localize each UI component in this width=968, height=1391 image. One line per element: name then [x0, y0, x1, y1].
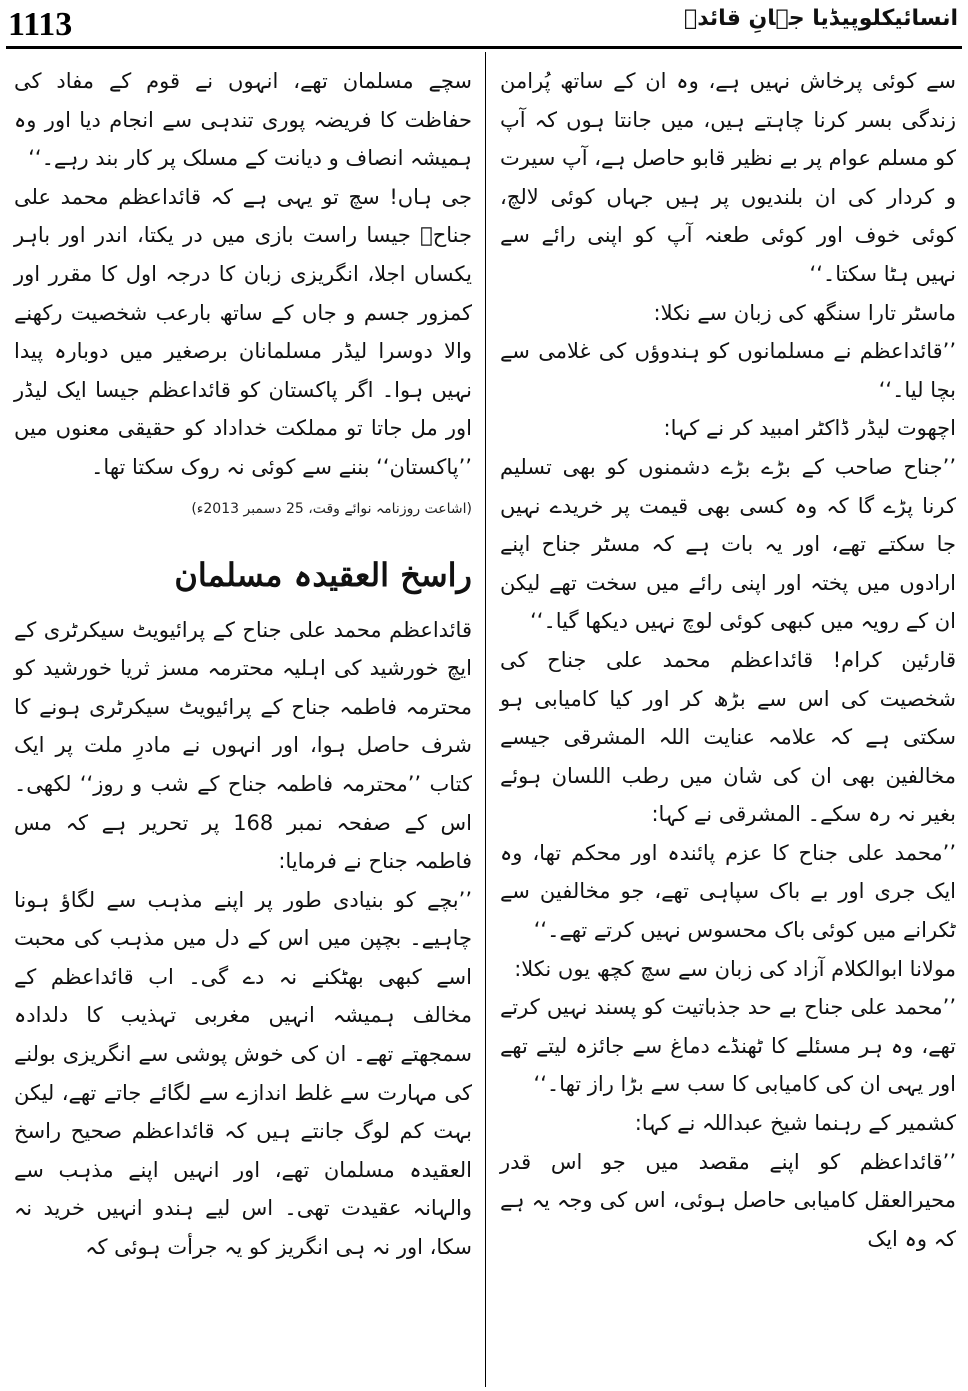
quote: ’’محمد علی جناح بے حد جذباتیت کو پسند نہیں کرتے تھے، وہ ہر مسئلے کا ٹھنڈے دماغ سے جائزہ لیتے تھے اور یہی ان کی کامیابی کا سب سے بڑا راز تھا۔‘‘ [500, 995, 956, 1097]
quote-intro: کشمیر کے رہنما شیخ عبداللہ نے کہا: [634, 1111, 956, 1136]
paragraph: قائداعظم محمد علی جناح کے پرائیویٹ سیکرٹری کے ایچ خورشید کی اہلیہ محترمہ مسز ثریا خورشید کو محترمہ فاطمہ جناح کے پرائیویٹ سیکرٹری ہونے کا شرف حاصل ہوا، اور انہوں نے مادرِ ملت پر ایک کتاب ’’محترمہ فاطمہ جناح کے شب و روز‘‘ لکھی۔ اس کے صفحہ نمبر 168 پر تحریر ہے کہ مس فاطمہ جناح نے فرمایا: [14, 617, 472, 874]
running-title: انسائیکلوپیڈیا جہانِ قائدؒ [684, 6, 958, 31]
quote: ’’قائداعظم کو اپنے مقصد میں جو اس قدر محیرالعقل کامیابی حاصل ہوئی، اس کی وجہ یہ ہے کہ وہ ایک [500, 1149, 956, 1251]
paragraph: سے کوئی پرخاش نہیں ہے، وہ ان کے ساتھ پُرامن زندگی بسر کرنا چاہتے ہیں، میں جانتا ہوں کہ آپ کو مسلم عوام پر بے نظیر قابو حاصل ہے، آپ سیرت و کردار کی ان بلندیوں پر ہیں جہاں کوئی لالچ، کوئی خوف اور کوئی طعنہ آپ کو اپنی رائے سے نہیں ہٹا سکتا۔‘‘ [500, 69, 956, 286]
quote: ’’محمد علی جناح کا عزم پائندہ اور محکم تھا، وہ ایک جری اور بے باک سپاہی تھے، جو مخالفین سے ٹکرانے میں کوئی باک محسوس نہیں کرتے تھے۔‘‘ [500, 840, 956, 943]
column-divider [485, 52, 486, 1387]
paragraph: سچے مسلمان تھے، انہوں نے قوم کے مفاد کی حفاظت کا فریضہ پوری تندہی سے انجام دیا اور وہ ہمیشہ انصاف و دیانت کے مسلک پر کار بند رہے۔‘‘ [14, 69, 472, 171]
right-column [500, 62, 956, 1258]
paragraph: قارئین کرام! قائداعظم محمد علی جناح کی شخصیت کی اس سے بڑھ کر اور کیا کامیابی ہو سکتی ہے کہ علامہ عنایت اللہ المشرقی جیسے مخالفین بھی ان کی شان میں رطب اللسان ہوئے بغیر نہ رہ سکے۔ المشرقی نے کہا: [500, 647, 956, 827]
quote: ’’بچے کو بنیادی طور پر اپنے مذہب سے لگاؤ ہونا چاہیے۔ بچپن میں اس کے دل میں مذہب کی محبت اسے کبھی بھٹکنے نہ دے گی۔ اب قائداعظم کے مخالف ہمیشہ انہیں مغربی تہذیب کا دلدادہ سمجھتے تھے۔ ان کی خوش پوشی سے انگریزی بولنے کی مہارت سے غلط اندازے سے لگائے جاتے تھے، لیکن بہت کم لوگ جانتے ہیں کہ قائداعظم صحیح راسخ العقیدہ مسلمان تھے، اور انہیں اپنے مذہب سے والہانہ عقیدت تھی۔ اس لیے ہندو انہیں خرید نہ سکا، اور نہ ہی انگریز کو یہ جرأت ہوئی کہ [14, 887, 472, 1260]
header-rule [6, 46, 962, 49]
quote: ’’جناح صاحب کے بڑے بڑے دشمنوں کو بھی تسلیم کرنا پڑے گا کہ وہ کسی بھی قیمت پر خریدے نہیں جا سکتے تھے، اور یہ بات ہے کہ مسٹر جناح اپنے ارادوں میں پختہ اور اپنی رائے میں سخت تھے لیکن ان کے رویہ میں کبھی کوئی لوچ نہیں دیکھا گیا۔‘‘ [500, 454, 956, 634]
quote-intro: ماسٹر تارا سنگھ کی زبان سے نکلا: [653, 300, 956, 325]
quote-intro: مولانا ابوالکلام آزاد کی زبان سے سچ کچھ یوں نکلا: [514, 956, 956, 981]
page-header [0, 0, 968, 52]
publication-note: (اشاعت روزنامہ نوائے وقت، 25 دسمبر 2013ء) [191, 500, 472, 517]
quote-intro: اچھوت لیڈر ڈاکٹر امبید کر نے کہا: [663, 416, 956, 441]
page-number: 1113 [8, 6, 73, 43]
paragraph: جی ہاں! سچ تو یہی ہے کہ قائداعظم محمد علی جناحؒ جیسا راست بازی میں در یکتا، اندر اور باہر یکساں اجلا، انگریزی زبان کا درجہ اول کا مقرر اور کمزور جسم و جاں کے ساتھ بارعب شخصیت رکھنے والا دوسرا لیڈر مسلمانان برصغیر میں دوبارہ پیدا نہیں ہوا۔ اگر پاکستان کو قائداعظم جیسا ایک لیڈر اور مل جاتا تو مملکت خداداد کو حقیقی معنوں میں ’’پاکستان‘‘ بننے سے کوئی نہ روک سکتا تھا۔ [14, 184, 472, 479]
section-title: راسخ العقیدہ مسلمان [174, 555, 472, 594]
quote: ’’قائداعظم نے مسلمانوں کو ہندوؤں کی غلامی سے بچا لیا۔‘‘ [500, 339, 956, 402]
left-column [14, 62, 472, 1267]
